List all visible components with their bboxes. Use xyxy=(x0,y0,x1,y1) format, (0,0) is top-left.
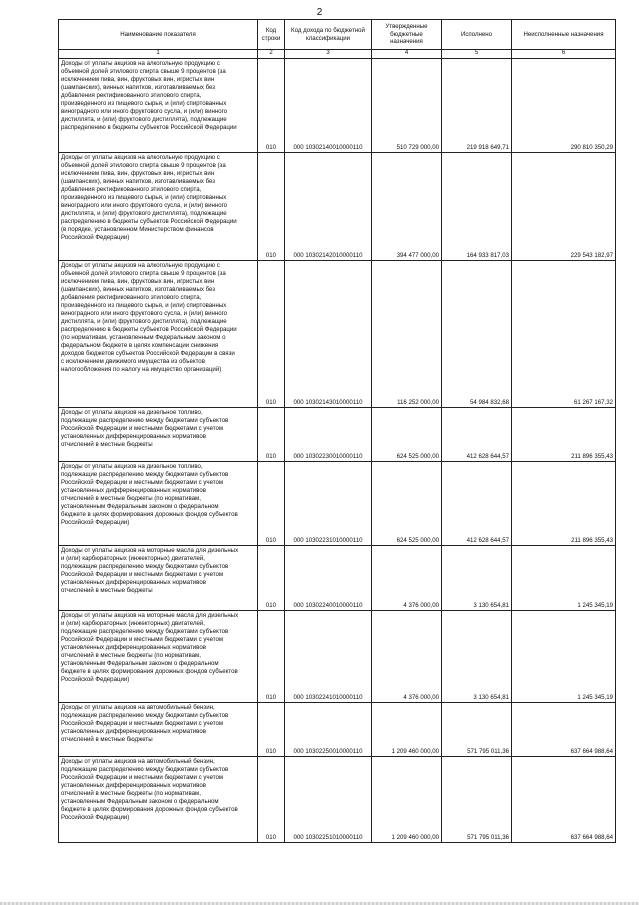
row-unexecuted: 229 543 182,97 xyxy=(512,152,616,260)
row-unexecuted: 211 896 355,43 xyxy=(512,407,616,461)
row-executed: 3 130 654,81 xyxy=(442,545,512,610)
page-number: 2 xyxy=(316,7,323,18)
column-number-row xyxy=(59,50,616,59)
column-number: 5 xyxy=(442,50,512,59)
row-code: 010 xyxy=(258,152,285,260)
row-unexecuted: 1 245 345,19 xyxy=(512,610,616,702)
row-unexecuted: 637 664 988,64 xyxy=(512,702,616,756)
row-approved: 4 376 000,00 xyxy=(372,545,442,610)
row-approved: 1 209 460 000,00 xyxy=(372,702,442,756)
row-executed: 219 918 649,71 xyxy=(442,58,512,152)
header-unexecuted: Неисполненные назначения xyxy=(512,20,616,50)
row-code: 010 xyxy=(258,260,285,407)
row-name: Доходы от уплаты акцизов на моторные масла для дизельных и (или) карбюраторных (инжекторных) двигателей, подлежащие распределению между бюджетами субъектов Российской Федерации и местными бюджетами с учетом установленных дифференцированных нормативов отчислений в местные бюджеты (по нормативам, установленным Федеральным законом о федеральном бюджете в целях формирования дорожных фондов субъектов Российской Федерации) xyxy=(59,610,258,702)
row-executed: 3 130 654,81 xyxy=(442,610,512,702)
row-name: Доходы от уплаты акцизов на алкогольную продукцию с объемной долей этилового спирта свыше 9 процентов (за исключением пива, вин, фруктовых вин, игристых вин (шампанских), винных напитков, изготавливаемых без добавления ректификованного этилового спирта, произведенного из пищевого сырья, и (или) спиртованных виноградного или иного фруктового сусла, и (или) винного дистиллята, и (или) фруктового дистиллята), подлежащие распределению в бюджеты субъектов Российской Федерации xyxy=(59,58,258,152)
row-unexecuted: 1 245 345,19 xyxy=(512,545,616,610)
row-approved: 510 729 000,00 xyxy=(372,58,442,152)
row-code: 010 xyxy=(258,702,285,756)
row-name: Доходы от уплаты акцизов на автомобильный бензин, подлежащие распределению между бюджетами субъектов Российской Федерации и местными бюджетами с учетом установленных дифференцированных нормативов отчислений в местные бюджеты xyxy=(59,702,258,756)
table-row xyxy=(59,756,616,842)
row-income-code: 000 10302231010000110 xyxy=(285,461,372,545)
row-code: 010 xyxy=(258,756,285,842)
table-row xyxy=(59,545,616,610)
row-income-code: 000 10302241010000110 xyxy=(285,610,372,702)
row-executed: 412 628 644,57 xyxy=(442,461,512,545)
header-code-row: Код строки xyxy=(258,20,285,50)
header-name: Наименование показателя xyxy=(59,20,258,50)
column-number: 1 xyxy=(59,50,258,59)
report-table xyxy=(58,19,616,843)
row-approved: 624 525 000,00 xyxy=(372,407,442,461)
row-unexecuted: 211 896 355,43 xyxy=(512,461,616,545)
row-approved: 116 252 000,00 xyxy=(372,260,442,407)
row-executed: 571 795 011,36 xyxy=(442,756,512,842)
column-number: 2 xyxy=(258,50,285,59)
row-name: Доходы от уплаты акцизов на алкогольную продукцию с объемной долей этилового спирта свыше 9 процентов (за исключением пива, вин, фруктовых вин, игристых вин (шампанских), винных напитков, изготавливаемых без добавления ректификованного этилового спирта, произведенного из пищевого сырья, и (или) спиртованных виноградного или иного фруктового сусла, и (или) винного дистиллята, и (или) фруктового дистиллята), подлежащие распределению в бюджеты субъектов Российской Федерации (в порядке, установленном Министерством финансов Российской Федерации) xyxy=(59,152,258,260)
header-row xyxy=(59,20,616,50)
row-approved: 394 477 000,00 xyxy=(372,152,442,260)
table-row xyxy=(59,610,616,702)
row-approved: 1 209 460 000,00 xyxy=(372,756,442,842)
header-executed: Исполнено xyxy=(442,20,512,50)
table-row xyxy=(59,702,616,756)
header-code-income: Код дохода по бюджетной классификации xyxy=(285,20,372,50)
row-income-code: 000 10302240010000110 xyxy=(285,545,372,610)
row-code: 010 xyxy=(258,58,285,152)
row-executed: 412 628 644,57 xyxy=(442,407,512,461)
row-executed: 571 795 011,36 xyxy=(442,702,512,756)
row-approved: 624 525 000,00 xyxy=(372,461,442,545)
column-number: 4 xyxy=(372,50,442,59)
row-code: 010 xyxy=(258,407,285,461)
row-name: Доходы от уплаты акцизов на автомобильный бензин, подлежащие распределению между бюджетами субъектов Российской Федерации и местными бюджетами с учетом установленных дифференцированных нормативов отчислений в местные бюджеты (по нормативам, установленным Федеральным законом о федеральном бюджете в целях формирования дорожных фондов субъектов Российской Федерации) xyxy=(59,756,258,842)
row-unexecuted: 61 267 167,32 xyxy=(512,260,616,407)
row-name: Доходы от уплаты акцизов на дизельное топливо, подлежащие распределению между бюджетами субъектов Российской Федерации и местными бюджетами с учетом установленных дифференцированных нормативов отчислений в местные бюджеты (по нормативам, установленным Федеральным законом о федеральном бюджете в целях формирования дорожных фондов субъектов Российской Федерации) xyxy=(59,461,258,545)
row-name: Доходы от уплаты акцизов на моторные масла для дизельных и (или) карбюраторных (инжекторных) двигателей, подлежащие распределению между бюджетами субъектов Российской Федерации и местными бюджетами с учетом установленных дифференцированных нормативов отчислений в местные бюджеты xyxy=(59,545,258,610)
row-unexecuted: 290 810 350,29 xyxy=(512,58,616,152)
table-row xyxy=(59,461,616,545)
row-income-code: 000 10302250010000110 xyxy=(285,702,372,756)
row-code: 010 xyxy=(258,610,285,702)
header-approved: Утвержденные бюджетные назначения xyxy=(372,20,442,50)
column-number: 3 xyxy=(285,50,372,59)
column-number: 6 xyxy=(512,50,616,59)
table-row xyxy=(59,260,616,407)
row-unexecuted: 637 664 988,64 xyxy=(512,756,616,842)
row-code: 010 xyxy=(258,545,285,610)
row-income-code: 000 10302230010000110 xyxy=(285,407,372,461)
row-income-code: 000 10302143010000110 xyxy=(285,260,372,407)
row-approved: 4 376 000,00 xyxy=(372,610,442,702)
table-row xyxy=(59,152,616,260)
row-name: Доходы от уплаты акцизов на алкогольную продукцию с объемной долей этилового спирта свыше 9 процентов (за исключением пива, вин, фруктовых вин, игристых вин (шампанских), винных напитков, изготавливаемых без добавления ректификованного этилового спирта, произведенного из пищевого сырья, и (или) спиртованных виноградного или иного фруктового сусла, и (или) винного дистиллята, и (или) фруктового дистиллята), подлежащие распределению в бюджеты субъектов Российской Федерации (по нормативам, установленным Федеральным законом о федеральном бюджете в целях компенсации снижения доходов бюджетов субъектов Российской Федерации в связи с исключением движимого имущества из объектов налогообложения по налогу на имущество организаций) xyxy=(59,260,258,407)
table-row xyxy=(59,407,616,461)
row-income-code: 000 10302142010000110 xyxy=(285,152,372,260)
row-income-code: 000 10302140010000110 xyxy=(285,58,372,152)
row-income-code: 000 10302251010000110 xyxy=(285,756,372,842)
row-name: Доходы от уплаты акцизов на дизельное топливо, подлежащие распределению между бюджетами субъектов Российской Федерации и местными бюджетами с учетом установленных дифференцированных нормативов отчислений в местные бюджеты xyxy=(59,407,258,461)
row-executed: 164 933 817,03 xyxy=(442,152,512,260)
row-code: 010 xyxy=(258,461,285,545)
row-executed: 54 984 832,68 xyxy=(442,260,512,407)
table-row xyxy=(59,58,616,152)
